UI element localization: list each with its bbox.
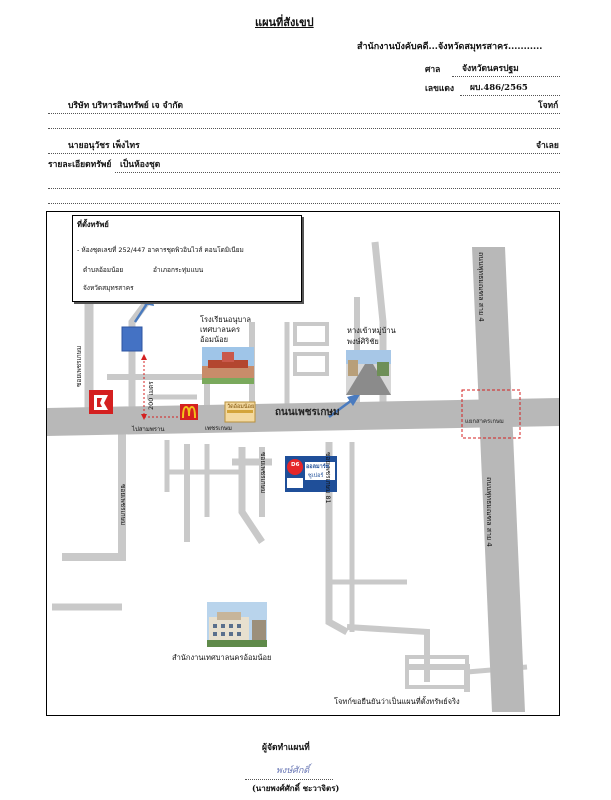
soi-right-label: ซอยเพชรเกษม 81 [324, 452, 332, 504]
store-sub: ซูเปอร์ [308, 473, 324, 479]
info-line2a: ตำบลอ้อมน้อย [83, 266, 124, 274]
school-photo [202, 347, 254, 384]
soi-mid-label: ซอยเพชรเกษม [259, 452, 267, 494]
case-label: เลขแดง [425, 84, 455, 94]
court-value: จังหวัดนครปฐม [462, 64, 519, 74]
soi-left-label: ซอยเพชรเกษม [75, 345, 83, 387]
road-left-label: ไปสามพราน [132, 426, 165, 433]
school-label-2: เทศบาลนคร [200, 325, 241, 334]
info-line2b: อำเภอกระทุ่มแบน [153, 266, 204, 274]
certify-text: โจทก์ขอยืนยันว่าเป็นแผนที่ตั้งทรัพย์จริง [334, 697, 460, 706]
road-right-top-label: ถนนพุทธมณฑล สาย 4 [477, 252, 485, 322]
defendant-role: จำเลย [536, 141, 559, 151]
info-title: ที่ตั้งทรัพย์ [77, 220, 109, 229]
municipal-office-label: สำนักงานเทศบาลนครอ้อมน้อย [172, 653, 272, 662]
property-info-box [72, 215, 302, 302]
office-name: สำนักงานบังคับคดี...จังหวัดสมุทรสาคร........... [357, 42, 543, 52]
info-line1: - ห้องชุดเลขที่ 252/447 อาคารชุดพิวอินไวส์ คอนโดมิเนียม [77, 246, 244, 254]
maker-name: (นายพงศ์ศักดิ์ ชะวาจิตร) [252, 783, 340, 793]
signature: พงษ์ศักดิ์ [276, 766, 310, 776]
junction-label: แยกสาครเกษม [465, 418, 504, 425]
case-value: ผบ.486/2565 [470, 83, 528, 93]
municipal-office-photo [207, 602, 267, 647]
road-main-label: ถนนเพชรเกษม [275, 407, 340, 418]
store-code: D6 [291, 462, 300, 468]
property-label: รายละเอียดทรัพย์ [48, 160, 112, 170]
road-center-label: เพชรเกษม [205, 425, 232, 432]
map-maker-label: ผู้จัดทำแผนที่ [262, 743, 310, 753]
road-right-bottom-label: ถนนพุทธมณฑล สาย 4 [485, 477, 493, 547]
distance-label: 200 เมตร [147, 381, 155, 410]
soi-left2-label: ซอยเพชรเกษม [119, 484, 127, 526]
defendant-name: นายอนุวัชร เพ็งไทร [68, 141, 140, 151]
temple-sign-label: วัดอ้อมน้อย [227, 404, 255, 410]
school-label-1: โรงเรียนอนุบาล [200, 315, 252, 324]
village-label-2: พงษ์ศิริชัย [347, 337, 379, 346]
school-label-3: อ้อมน้อย [200, 335, 228, 344]
plaintiff-name: บริษัท บริหารสินทรัพย์ เจ จำกัด [68, 101, 184, 111]
village-label-1: หางเข้าหมู่บ้าน [347, 326, 396, 335]
page-title: แผนที่สังเขป [255, 16, 314, 29]
court-label: ศาล [425, 65, 441, 75]
store-brand: ออลมาร์ท [306, 464, 330, 470]
property-value: เป็นห้องชุด [120, 160, 161, 170]
plaintiff-role: โจทก์ [538, 101, 559, 111]
village-entrance-photo [346, 350, 391, 395]
location-map [46, 211, 560, 716]
info-line3: จังหวัดสมุทรสาคร [83, 284, 134, 292]
property-marker [122, 327, 142, 351]
